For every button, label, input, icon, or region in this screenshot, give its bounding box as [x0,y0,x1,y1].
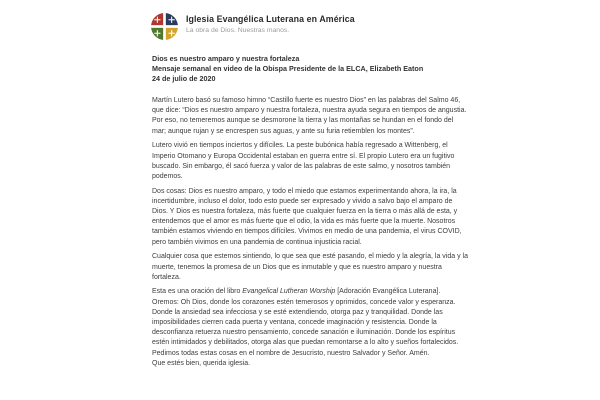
letterhead-text [186,12,355,34]
body-paragraph-2: Lutero vivió en tiempos inciertos y difíciles. La peste bubónica había regresado a Wittenberg, el Imperio Otomano y Europa Occidental estaban en guerra entre sí. El propio Lutero era un fugitivo buscado. Sin embargo, él sacó fuerza y valor de las palabras de este salmo, y nosotros también podemos. [152,142,455,180]
document-content [152,54,469,374]
prayer-intro: Esta es una oración del libro [152,288,243,296]
prayer-paragraph [152,287,469,369]
document-date: 24 de julio de 2020 [152,74,216,83]
body-paragraph-1: Martín Lutero basó su famoso himno “Castillo fuerte es nuestro Dios” en las palabras del Salmo 46, que dice: “Dios es nuestro amparo y nuestra fortaleza, nuestra ayuda segura en tiempos de angustia. Por eso, no temeremos aunque se desmorone la tierra y las montañas se hundan en el fondo del mar; aunque rujan y se encrespen sus aguas, y ante su furia retiemblen los montes”. [152,97,467,135]
body-paragraph-4: Cualquier cosa que estemos sintiendo, lo que sea que esté pasando, el miedo y la alegría, la vida y la muerte, tenemos la promesa de un Dios que es inmutable y que es nuestro amparo y nuestra fortaleza. [152,253,468,281]
document-title: Dios es nuestro amparo y nuestra fortaleza [152,54,300,63]
title-block [152,54,469,84]
org-name: Iglesia Evangélica Luterana en América [186,14,355,24]
elca-cross-logo-icon [150,12,179,41]
letterhead [150,12,355,41]
document-subtitle: Mensaje semanal en video de la Obispa Presidente de la ELCA, Elizabeth Eaton [152,64,424,73]
closing-line: Que estés bien, querida iglesia. [152,359,251,367]
prayer-body: [Adoración Evangélica Luterana]. Oremos: Oh Dios, donde los corazones estén temerosos y oprimidos, concede valor y esperanza. Donde la ansiedad sea infecciosa y se esté extendiendo, otorga paz y tranquilidad. Donde las imposibilidades cierren cada puerta y ventana, concede imaginación y resistencia. Donde la desconfianza retuerza nuestro pensamiento, concede sanación e iluminación. Donde los espíritus estén intimidados y debilitados, otorga alas que puedan remontarse a lo alto y sueños fortalecidos. Pedimos todas estas cosas en el nombre de Jesucristo, nuestro Salvador y Señor. Amén. [152,288,459,357]
body-paragraph-3: Dos cosas: Dios es nuestro amparo, y todo el miedo que estamos experimentando ahora, la ira, la incertidumbre, incluso el dolor, todo esto puede ser expresado y vivido a salvo bajo el amparo de Dios. Y Dios es nuestra fortaleza, más fuerte que cualquier fuerza en la tierra o más allá de esta, y entendemos que el amor es más fuerte que el odio, la vida es más fuerte que la muerte. Nosotros también estamos viviendo en tiempos difíciles. Vivimos en medio de una pandemia, el virus COVID, pero también vivimos en una pandemia de continua injusticia racial. [152,187,462,246]
book-title: Evangelical Lutheran Worship [242,288,336,296]
org-tagline: La obra de Dios. Nuestras manos. [186,27,290,34]
